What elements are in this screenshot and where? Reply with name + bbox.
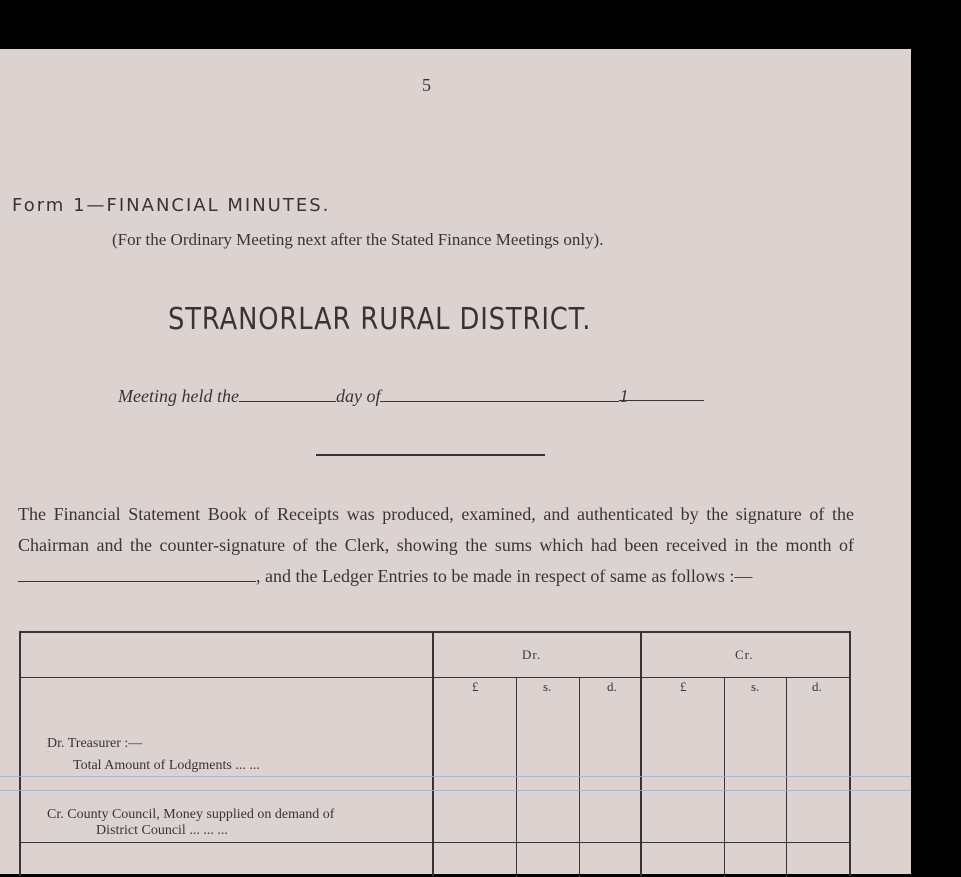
- year-prefix: 1: [619, 386, 629, 406]
- statement-paragraph: [18, 499, 854, 592]
- blue-ruled-line-2: [0, 790, 911, 791]
- day-of-label: day of: [335, 386, 381, 406]
- row-treasurer-heading: Dr. Treasurer :—: [47, 736, 143, 751]
- day-blank[interactable]: [239, 387, 336, 402]
- district-heading: STRANORLAR RURAL DISTRICT.: [168, 302, 592, 337]
- col-dr-s-line: [516, 677, 517, 877]
- table-row-border: [20, 842, 851, 843]
- cr-header: Cr.: [735, 647, 754, 662]
- meeting-line: [118, 386, 704, 407]
- document-page: [0, 49, 911, 874]
- cr-pence-header: d.: [812, 679, 822, 694]
- form-title: Form 1—FINANCIAL MINUTES.: [12, 195, 331, 216]
- meeting-held-label: Meeting held the: [118, 386, 239, 406]
- table-header-border: [20, 677, 851, 678]
- dr-shillings-header: s.: [543, 679, 552, 694]
- month-blank[interactable]: [380, 387, 619, 402]
- cr-pounds-header: £: [680, 679, 687, 694]
- form-subtitle: (For the Ordinary Meeting next after the Stated Finance Meetings only).: [112, 230, 604, 249]
- table-divider-drcr: [640, 631, 642, 876]
- paragraph-text-1: The Financial Statement Book of Receipts was produced, examined, and authenticated by the signature of the Chairman and the counter-signature of the Clerk, showing the sums which had been received in the month of: [18, 504, 854, 555]
- row-county-heading: Cr. County Council, Money supplied on demand of: [47, 807, 335, 822]
- scan-border-right: [911, 0, 961, 874]
- row-county-item: District Council ... ... ...: [96, 823, 228, 838]
- col-dr-d-line: [579, 677, 580, 877]
- year-blank[interactable]: [619, 386, 704, 406]
- divider-rule: [316, 454, 545, 456]
- cr-shillings-header: s.: [751, 679, 760, 694]
- table-top-border: [20, 631, 851, 633]
- col-cr-s-line: [724, 677, 725, 877]
- page-number: 5: [422, 75, 431, 95]
- col-cr-d-line: [786, 677, 787, 877]
- dr-pence-header: d.: [607, 679, 617, 694]
- blue-ruled-line-1: [0, 776, 911, 777]
- received-month-blank[interactable]: [18, 567, 256, 582]
- dr-header: Dr.: [522, 647, 542, 662]
- row-treasurer-item: Total Amount of Lodgments ... ...: [73, 758, 260, 773]
- dr-pounds-header: £: [472, 679, 479, 694]
- paragraph-text-2: , and the Ledger Entries to be made in respect of same as follows :—: [256, 566, 753, 586]
- table-left-border: [19, 631, 21, 876]
- table-divider-desc: [432, 631, 434, 876]
- scan-border-top: [0, 0, 961, 49]
- table-right-border: [849, 631, 851, 876]
